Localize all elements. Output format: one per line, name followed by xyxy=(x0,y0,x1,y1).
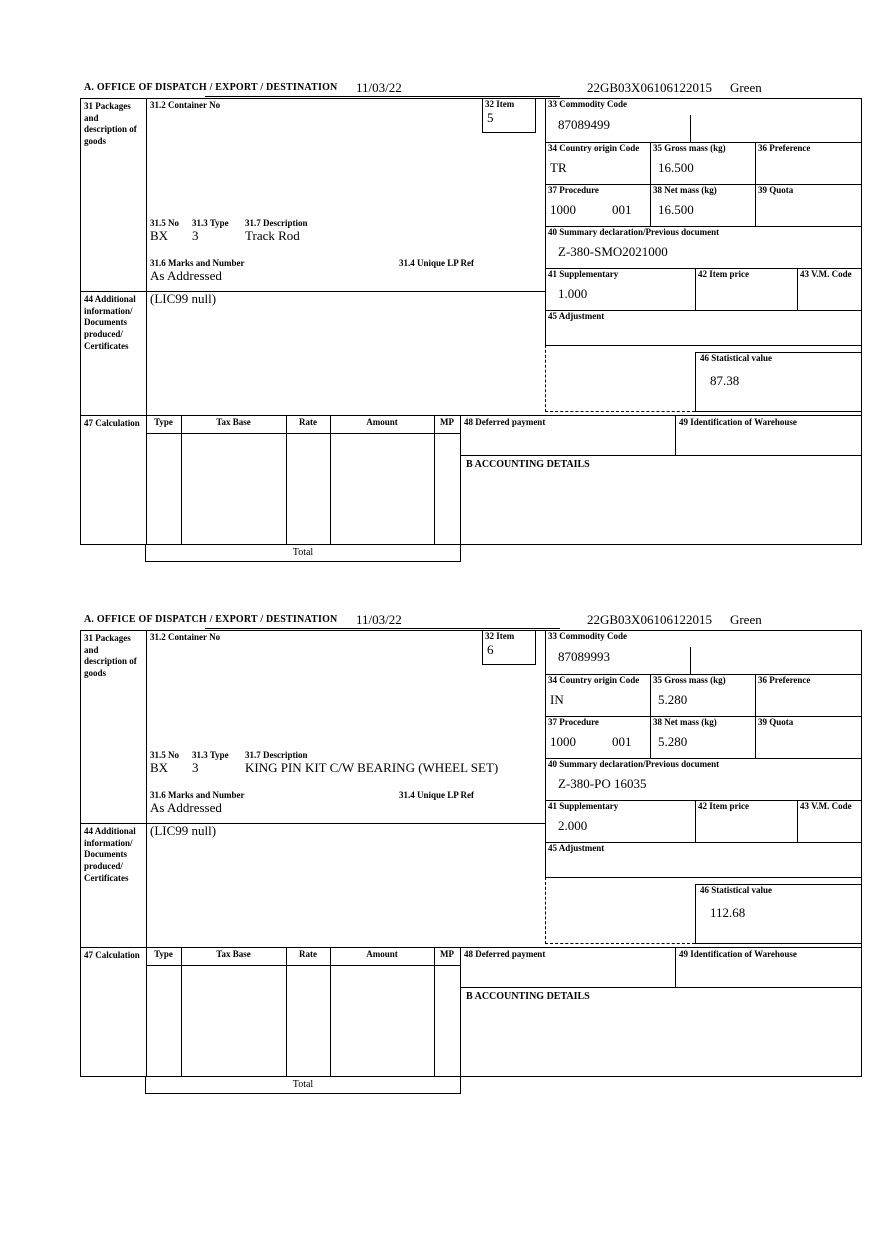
tax-type-header: Type xyxy=(154,949,173,959)
box31-2-label: 31.2 Container No xyxy=(150,632,221,642)
grid-line xyxy=(695,943,861,944)
grid-line xyxy=(460,415,461,544)
box32-label: 32 Item xyxy=(485,631,515,641)
tax-amount-header: Amount xyxy=(366,949,398,959)
additional-info-value: (LIC99 null) xyxy=(150,823,217,838)
box46-label: 46 Statistical value xyxy=(700,885,772,895)
grid-line xyxy=(181,415,182,544)
package-no-value: BX xyxy=(150,760,169,775)
grid-line xyxy=(695,800,696,842)
grid-line xyxy=(146,631,147,1076)
box31-2-label: 31.2 Container No xyxy=(150,100,221,110)
gross-mass-value: 5.280 xyxy=(658,692,688,707)
movement-reference-number: 22GB03X06106122015 xyxy=(587,80,712,95)
box39-label: 39 Quota xyxy=(758,185,794,195)
box35-label: 35 Gross mass (kg) xyxy=(653,675,726,685)
box46-label: 46 Statistical value xyxy=(700,353,772,363)
grid-line xyxy=(695,884,696,944)
statistical-value: 87.38 xyxy=(710,373,740,388)
box35-label: 35 Gross mass (kg) xyxy=(653,143,726,153)
routing-channel: Green xyxy=(729,612,762,627)
tax-base-header: Tax Base xyxy=(216,949,251,959)
movement-reference-number: 22GB03X06106122015 xyxy=(587,612,712,627)
tax-rate-header: Rate xyxy=(299,417,317,427)
calculation-total-row xyxy=(145,1077,461,1094)
grid-line xyxy=(146,99,147,544)
box33-label: 33 Commodity Code xyxy=(548,631,627,641)
grid-line xyxy=(690,647,691,674)
procedure-extra-value: 001 xyxy=(612,202,632,217)
box37-label: 37 Procedure xyxy=(548,717,599,727)
box39-label: 39 Quota xyxy=(758,717,794,727)
net-mass-value: 5.280 xyxy=(658,734,688,749)
item-form xyxy=(80,98,862,545)
dashed-line xyxy=(545,943,695,944)
box49-label: 49 Identification of Warehouse xyxy=(679,417,797,427)
header-underline xyxy=(205,96,560,97)
grid-line xyxy=(460,987,861,988)
grid-line xyxy=(545,631,546,877)
box38-label: 38 Net mass (kg) xyxy=(653,717,717,727)
tax-amount-header: Amount xyxy=(366,417,398,427)
office-of-dispatch-header: A. OFFICE OF DISPATCH / EXPORT / DESTINATION xyxy=(84,82,338,93)
grid-line xyxy=(146,965,460,966)
box31-3-label: 31.3 Type xyxy=(192,750,229,760)
dashed-line xyxy=(545,877,546,944)
grid-line xyxy=(482,664,536,665)
tax-base-header: Tax Base xyxy=(216,417,251,427)
grid-line xyxy=(181,947,182,1076)
box40-label: 40 Summary declaration/Previous document xyxy=(548,759,720,769)
grid-line xyxy=(690,115,691,142)
dashed-line xyxy=(545,411,695,412)
box43-label: 43 V.M. Code xyxy=(800,269,852,279)
box44-label: 44 Additional information/ Documents produced/ Certificates xyxy=(84,826,136,883)
supplementary-value: 1.000 xyxy=(558,286,588,301)
box33-label: 33 Commodity Code xyxy=(548,99,627,109)
grid-line xyxy=(81,947,861,948)
grid-line xyxy=(695,352,696,412)
calculation-total-row xyxy=(145,545,461,562)
box37-label: 37 Procedure xyxy=(548,185,599,195)
marks-value: As Addressed xyxy=(150,800,222,815)
grid-line xyxy=(81,415,861,416)
grid-line xyxy=(330,947,331,1076)
grid-line xyxy=(545,877,861,878)
package-type-value: 3 xyxy=(192,228,199,243)
box47-label: 47 Calculation xyxy=(84,418,140,428)
package-type-value: 3 xyxy=(192,760,199,775)
item-number-value: 6 xyxy=(487,642,494,657)
box34-label: 34 Country origin Code xyxy=(548,143,640,153)
box31-4-label: 31.4 Unique LP Ref xyxy=(399,258,475,268)
commodity-code-value: 87089499 xyxy=(558,117,610,132)
box41-label: 41 Supplementary xyxy=(548,801,619,811)
box48-label: 48 Deferred payment xyxy=(464,949,546,959)
package-no-value: BX xyxy=(150,228,169,243)
box36-label: 36 Preference xyxy=(758,143,811,153)
box36-label: 36 Preference xyxy=(758,675,811,685)
procedure-code-value: 1000 xyxy=(550,734,576,749)
office-of-dispatch-header: A. OFFICE OF DISPATCH / EXPORT / DESTINATION xyxy=(84,614,338,625)
box31-7-label: 31.7 Description xyxy=(245,750,308,760)
statistical-value: 112.68 xyxy=(710,905,746,920)
grid-line xyxy=(434,415,435,544)
supplementary-value: 2.000 xyxy=(558,818,588,833)
tax-type-header: Type xyxy=(154,417,173,427)
box49-label: 49 Identification of Warehouse xyxy=(679,949,797,959)
gross-mass-value: 16.500 xyxy=(658,160,694,175)
additional-info-value: (LIC99 null) xyxy=(150,291,217,306)
box45-label: 45 Adjustment xyxy=(548,843,605,853)
tax-rate-header: Rate xyxy=(299,949,317,959)
grid-line xyxy=(695,268,696,310)
grid-line xyxy=(797,800,798,842)
accounting-details-label: B ACCOUNTING DETAILS xyxy=(466,459,590,470)
item-number-value: 5 xyxy=(487,110,494,125)
net-mass-value: 16.500 xyxy=(658,202,694,217)
box31-3-label: 31.3 Type xyxy=(192,218,229,228)
grid-line xyxy=(460,455,861,456)
origin-code-value: TR xyxy=(550,160,567,175)
origin-code-value: IN xyxy=(550,692,564,707)
item-form xyxy=(80,630,862,1077)
box45-label: 45 Adjustment xyxy=(548,311,605,321)
summary-declaration-value: Z-380-SMO2021000 xyxy=(558,244,668,259)
marks-value: As Addressed xyxy=(150,268,222,283)
commodity-code-value: 87089993 xyxy=(558,649,610,664)
goods-description-value: KING PIN KIT C/W BEARING (WHEEL SET) xyxy=(245,760,499,775)
box42-label: 42 Item price xyxy=(698,269,749,279)
grid-line xyxy=(482,631,483,664)
box31-7-label: 31.7 Description xyxy=(245,218,308,228)
grid-line xyxy=(535,99,536,132)
box48-label: 48 Deferred payment xyxy=(464,417,546,427)
grid-line xyxy=(695,411,861,412)
box34-label: 34 Country origin Code xyxy=(548,675,640,685)
grid-line xyxy=(286,947,287,1076)
grid-line xyxy=(434,947,435,1076)
grid-line xyxy=(675,415,676,455)
grid-line xyxy=(330,415,331,544)
tax-mp-header: MP xyxy=(440,949,454,959)
grid-line xyxy=(482,99,483,132)
accounting-details-label: B ACCOUNTING DETAILS xyxy=(466,991,590,1002)
box31-6-label: 31.6 Marks and Number xyxy=(150,258,245,268)
goods-description-value: Track Rod xyxy=(245,228,300,243)
grid-line xyxy=(675,947,676,987)
procedure-code-value: 1000 xyxy=(550,202,576,217)
grid-line xyxy=(545,345,861,346)
grid-line xyxy=(482,132,536,133)
grid-line xyxy=(146,433,460,434)
box31-label: 31 Packages and description of goods xyxy=(84,633,137,679)
dispatch-date: 11/03/22 xyxy=(356,80,402,95)
dispatch-date: 11/03/22 xyxy=(356,612,402,627)
sad-item-block xyxy=(80,80,862,562)
box31-5-label: 31.5 No xyxy=(150,218,179,228)
total-label: Total xyxy=(292,1079,314,1090)
routing-channel: Green xyxy=(729,80,762,95)
declaration-reference xyxy=(587,612,762,628)
box31-4-label: 31.4 Unique LP Ref xyxy=(399,790,475,800)
box40-label: 40 Summary declaration/Previous document xyxy=(548,227,720,237)
declaration-reference xyxy=(587,80,762,96)
box47-label: 47 Calculation xyxy=(84,950,140,960)
box31-5-label: 31.5 No xyxy=(150,750,179,760)
grid-line xyxy=(535,631,536,664)
total-label: Total xyxy=(292,547,314,558)
box38-label: 38 Net mass (kg) xyxy=(653,185,717,195)
dashed-line xyxy=(545,345,546,412)
header-underline xyxy=(205,628,560,629)
sad-item-block xyxy=(80,612,862,1094)
box41-label: 41 Supplementary xyxy=(548,269,619,279)
box44-label: 44 Additional information/ Documents produced/ Certificates xyxy=(84,294,136,351)
grid-line xyxy=(797,268,798,310)
box32-label: 32 Item xyxy=(485,99,515,109)
box31-6-label: 31.6 Marks and Number xyxy=(150,790,245,800)
tax-mp-header: MP xyxy=(440,417,454,427)
box43-label: 43 V.M. Code xyxy=(800,801,852,811)
box31-label: 31 Packages and description of goods xyxy=(84,101,137,147)
grid-line xyxy=(460,947,461,1076)
grid-line xyxy=(545,99,546,345)
summary-declaration-value: Z-380-PO 16035 xyxy=(558,776,647,791)
box42-label: 42 Item price xyxy=(698,801,749,811)
procedure-extra-value: 001 xyxy=(612,734,632,749)
grid-line xyxy=(286,415,287,544)
